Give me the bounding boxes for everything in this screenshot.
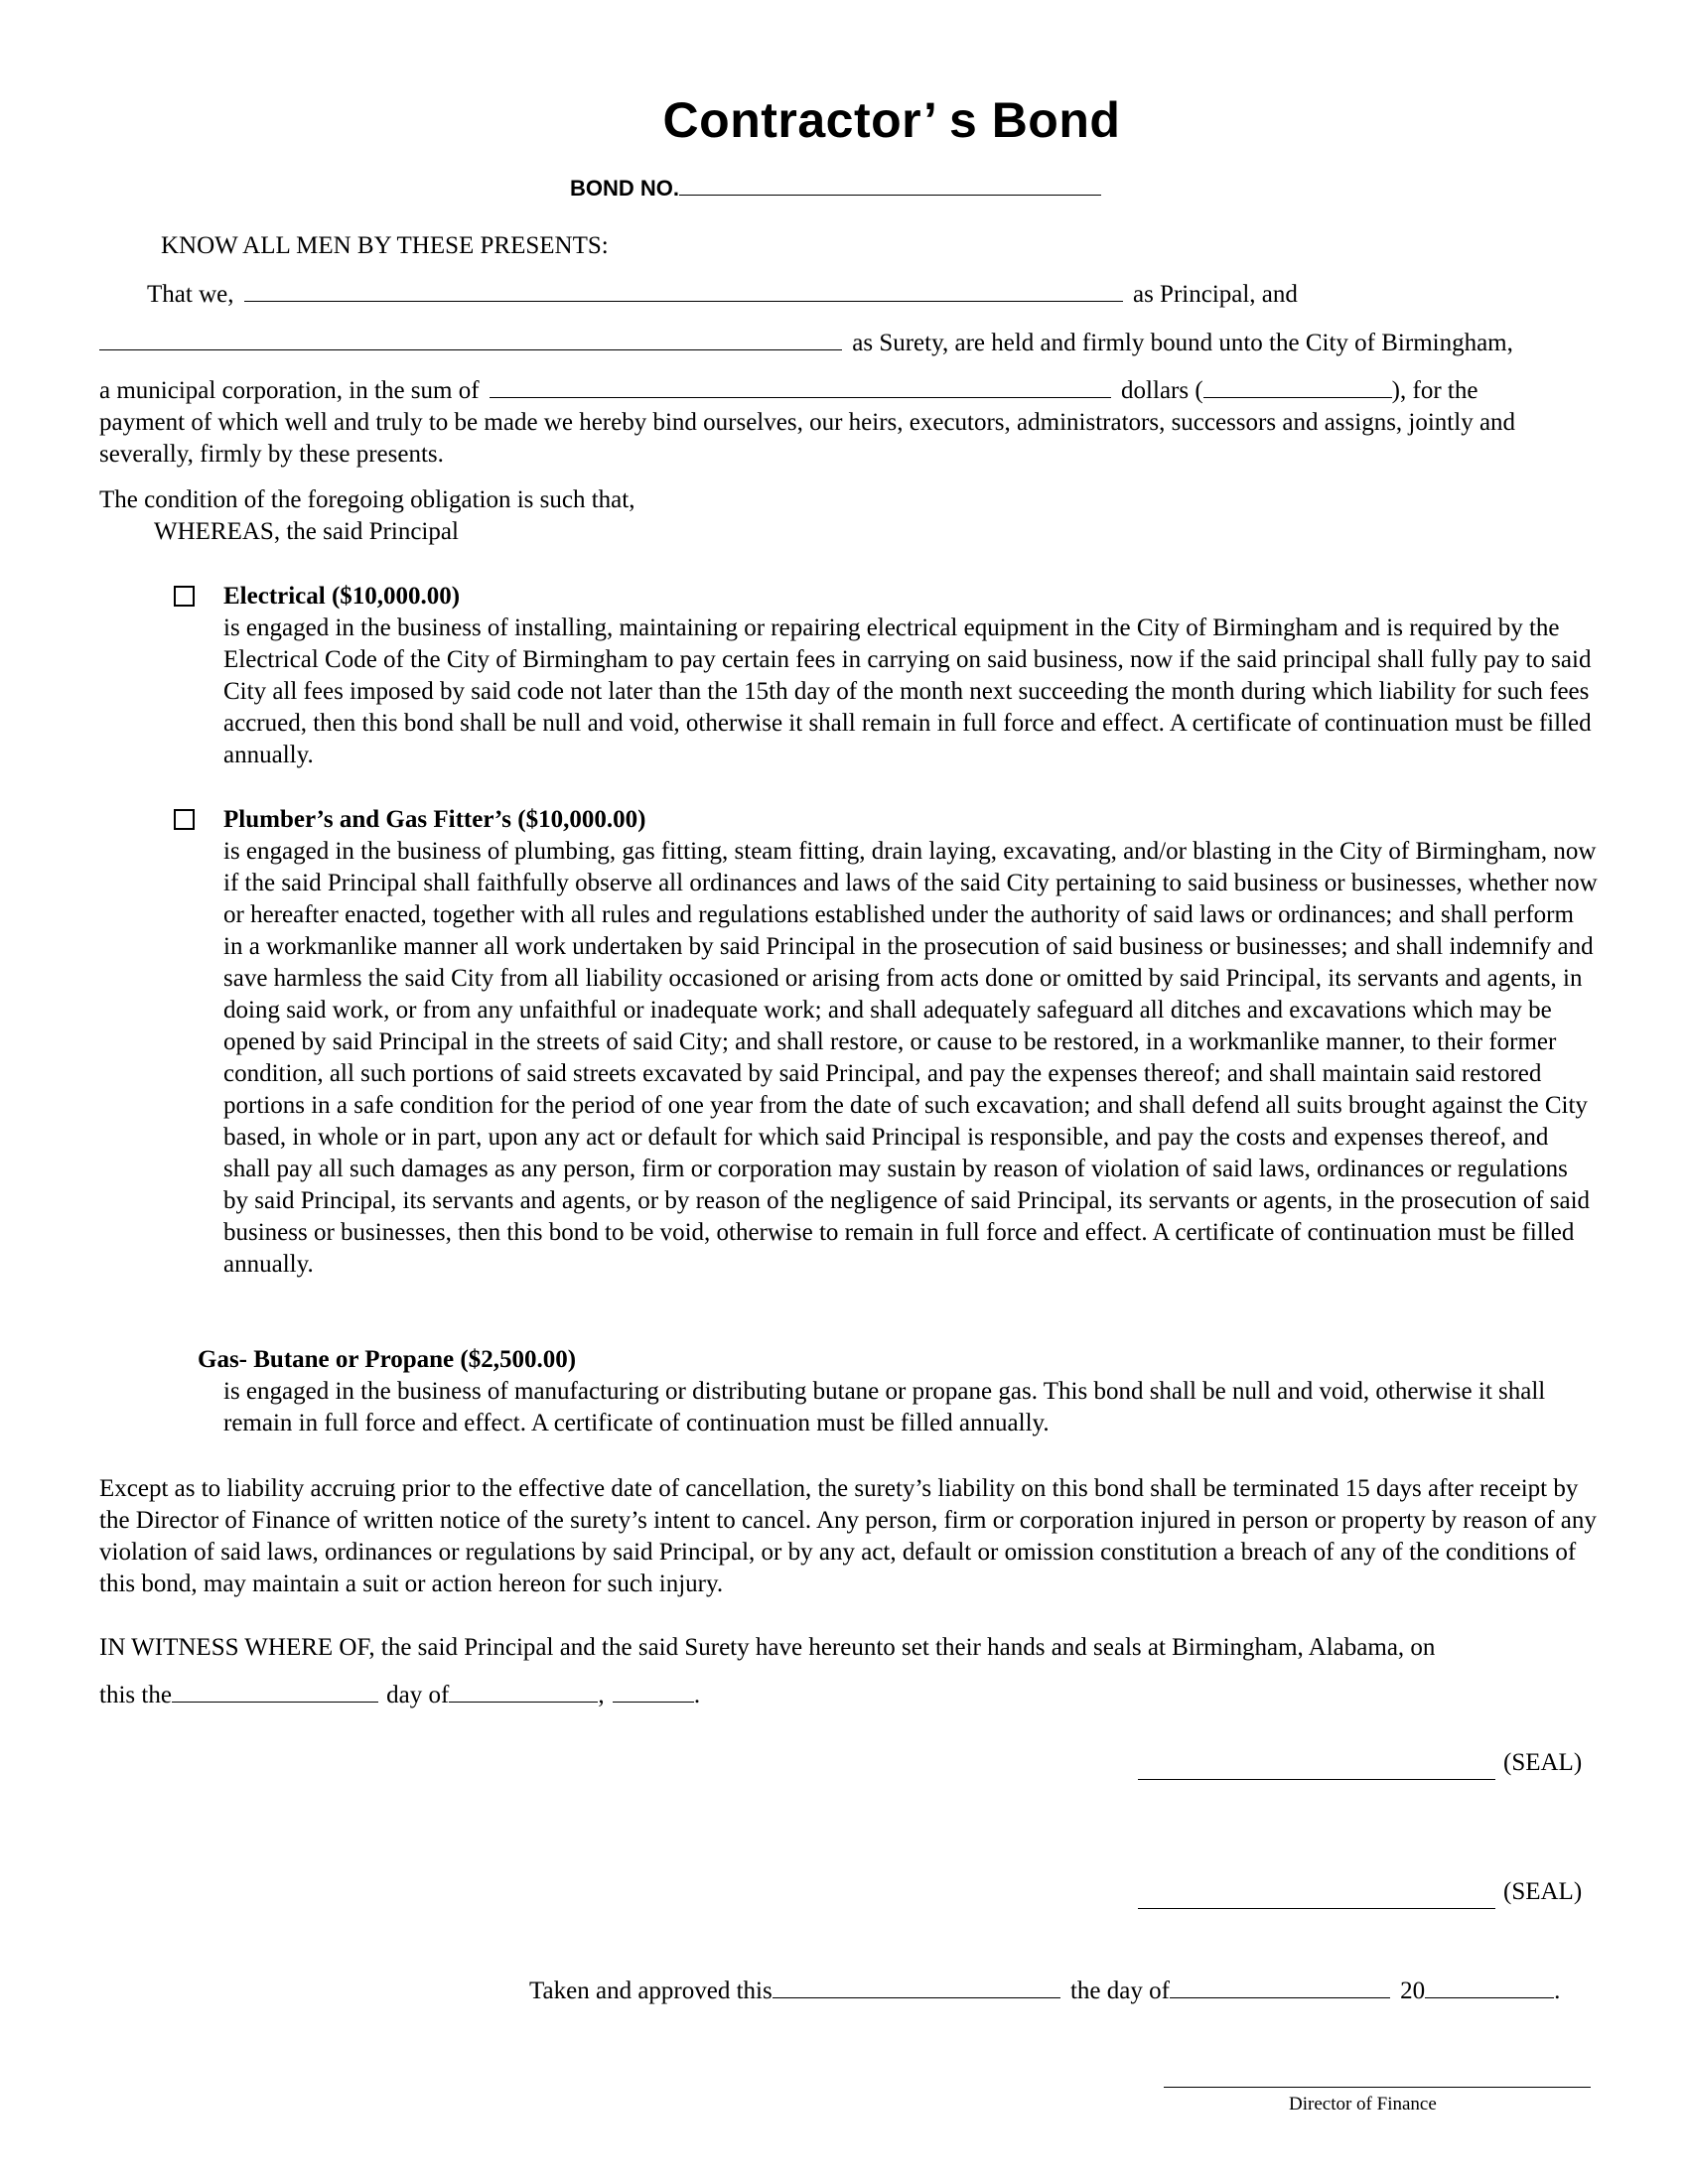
principal-name-blank[interactable] bbox=[244, 279, 1123, 302]
sum-words-blank[interactable] bbox=[490, 375, 1111, 398]
seal-label-2: (SEAL) bbox=[1503, 1878, 1583, 1905]
approval-year-blank[interactable] bbox=[1425, 1976, 1554, 1998]
approval-month-blank[interactable] bbox=[1170, 1976, 1390, 1998]
as-principal-label: as Principal, and bbox=[1132, 281, 1298, 308]
taken-approved-label: Taken and approved this bbox=[529, 1978, 773, 2004]
plumber-body: is engaged in the business of plumbing, gas fitting, steam fitting, drain laying, excavating, and/or blasting in the City of Birmingham, now if the said Principal shall faithfully observe all ordinances and laws of the said City pertaining to said business or businesses, whether now or hereafter enacted, together with all rules and regulations established under the authority of said laws or ordinances; and shall perform in a workmanlike manner all work undertaken by said Principal in the prosecution of said business or businesses; and shall indemnify and save harmless the said City from all liability occasioned or arising from acts done or omitted by said Principal, its servants and agents, in doing said work, or from any unfaithful or inadequate work; and shall adequately safeguard all ditches and excavations which may be opened by said Principal in the streets of said City; and shall restore, or cause to be restored, in a workmanlike manner, to their former condition, all such portions of said streets excavated by said Principal, and pay the expenses thereof; and shall maintain said restored portions in a safe condition for the period of one year from the date of such excavation; and shall defend all suits brought against the City based, in whole or in part, upon any act or default for which said Principal is responsible, and pay the costs and expenses thereof, and shall pay all such damages as any person, firm or corporation may sustain by reason of violation of said laws, ordinances or regulations by said Principal, its servants and agents, or by reason of the negligence of said Principal, its servants or agents, in the prosecution of said business or businesses, then this bond to be void, otherwise to remain in full force and effect. A certificate of continuation must be filled annually. bbox=[223, 838, 1598, 1278]
surety-signature-line[interactable] bbox=[1138, 1908, 1495, 1909]
condition-text: The condition of the foregoing obligation is such that, bbox=[99, 486, 635, 513]
period-text: . bbox=[693, 1682, 701, 1708]
surety-line bbox=[99, 328, 1513, 359]
witness-day-blank[interactable] bbox=[172, 1680, 378, 1703]
sum-figures-blank[interactable] bbox=[1203, 375, 1392, 398]
day-of-label: day of bbox=[386, 1682, 450, 1708]
that-we-label: That we, bbox=[147, 281, 234, 308]
municipal-text: a municipal corporation, in the sum of bbox=[99, 377, 480, 404]
seal-label-1: (SEAL) bbox=[1503, 1749, 1583, 1776]
principal-signature-line[interactable] bbox=[1138, 1779, 1495, 1780]
year-prefix: 20 bbox=[1400, 1978, 1426, 2004]
gas-body: is engaged in the business of manufacturing or distributing butane or propane gas. This bond shall be null and void, otherwise it shall remain in full force and effect. A certificate of continuation must be filled annually. bbox=[223, 1378, 1546, 1436]
document-title: Contractor’ s Bond bbox=[662, 92, 1121, 148]
cancellation-paragraph: Except as to liability accruing prior to the effective date of cancellation, the surety’s liability on this bond shall be terminated 15 days after receipt by the Director of Finance of written notice of the surety’s intent to cancel. Any person, firm or corporation injured in person or property by reason of any violation of said laws, ordinances or regulations by said Principal, or by any act, default or omission constitution a breach of any of the conditions of this bond, may maintain a suit or action hereon for such injury. bbox=[99, 1475, 1597, 1597]
this-the-label: this the bbox=[99, 1682, 172, 1708]
plumber-heading: Plumber’s and Gas Fitter’s ($10,000.00) bbox=[223, 806, 646, 833]
approval-date-blank[interactable] bbox=[773, 1976, 1060, 1998]
electrical-checkbox[interactable] bbox=[174, 586, 195, 607]
witness-text: IN WITNESS WHERE OF, the said Principal and the said Surety have hereunto set their hands and seals at Birmingham, Alabama, on bbox=[99, 1634, 1436, 1661]
whereas-text: WHEREAS, the said Principal bbox=[154, 518, 459, 545]
comma-text: , bbox=[598, 1682, 605, 1708]
as-surety-text: as Surety, are held and firmly bound unto the City of Birmingham, bbox=[852, 330, 1513, 356]
payment-paragraph: payment of which well and truly to be made we hereby bind ourselves, our heirs, executors, administrators, successors and assigns, jointly and severally, firmly by these presents. bbox=[99, 409, 1516, 468]
approval-period: . bbox=[1554, 1978, 1561, 2004]
the-day-of-label: the day of bbox=[1069, 1978, 1170, 2004]
dollars-open-text: dollars ( bbox=[1121, 377, 1203, 404]
bond-number-label: BOND NO. bbox=[570, 176, 679, 201]
witness-year-blank[interactable] bbox=[613, 1680, 694, 1703]
bond-number-blank[interactable] bbox=[679, 173, 1101, 196]
principal-line bbox=[147, 279, 1298, 311]
witness-month-blank[interactable] bbox=[449, 1680, 598, 1703]
gas-heading: Gas- Butane or Propane ($2,500.00) bbox=[198, 1346, 577, 1373]
for-the-text: ), for the bbox=[1391, 377, 1478, 404]
electrical-body: is engaged in the business of installing, maintaining or repairing electrical equipment in the City of Birmingham and is required by the Electrical Code of the City of Birmingham to pay certain fees in carrying on said business, now if the said principal shall fully pay to said City all fees imposed by said code not later than the 15th day of the month next succeeding the month during which liability for such fees accrued, then this bond shall be null and void, otherwise it shall remain in full force and effect. A certificate of continuation must be filled annually. bbox=[223, 614, 1592, 768]
approval-line bbox=[529, 1976, 1560, 2007]
know-all-heading: KNOW ALL MEN BY THESE PRESENTS: bbox=[161, 232, 609, 259]
witness-date-line bbox=[99, 1680, 700, 1711]
electrical-heading: Electrical ($10,000.00) bbox=[223, 583, 461, 610]
director-label: Director of Finance bbox=[1289, 2094, 1437, 2115]
bond-number-field bbox=[570, 173, 1101, 202]
plumber-checkbox[interactable] bbox=[174, 809, 195, 830]
sum-line bbox=[99, 375, 1477, 407]
surety-name-blank[interactable] bbox=[99, 328, 842, 350]
director-signature-line[interactable] bbox=[1164, 2087, 1591, 2088]
